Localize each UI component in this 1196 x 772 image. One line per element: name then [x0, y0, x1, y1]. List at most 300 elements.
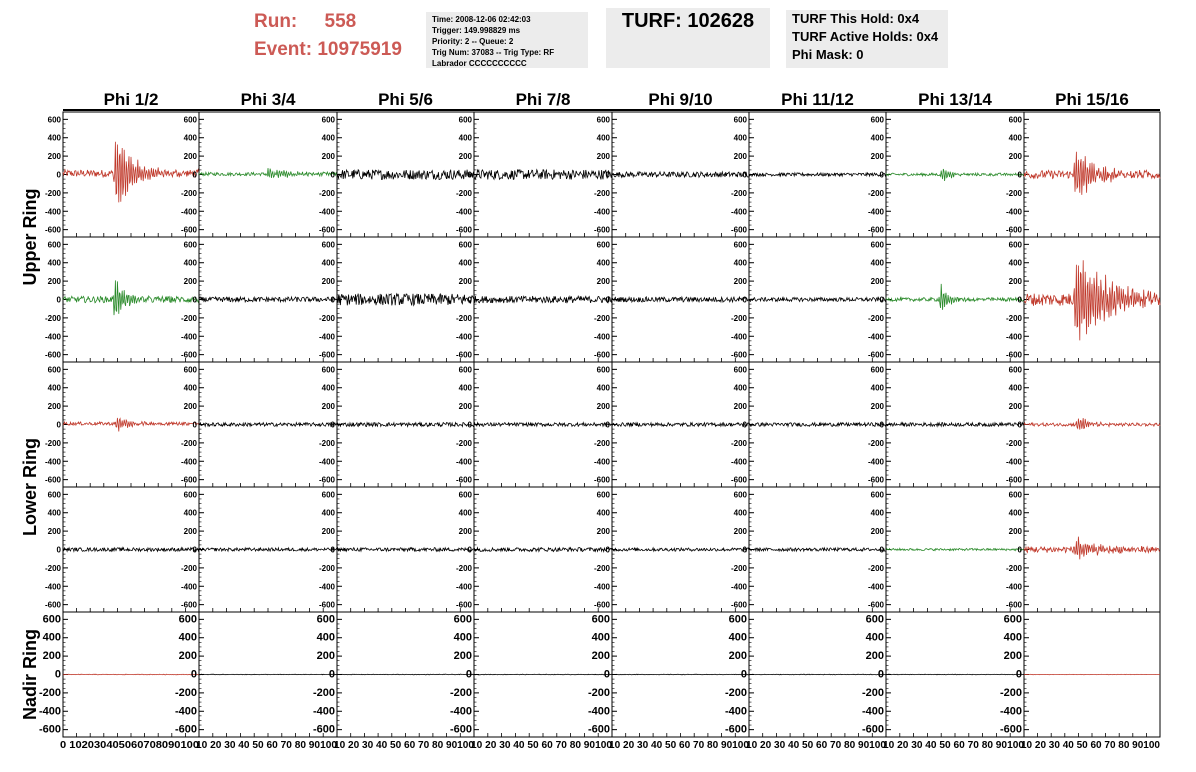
y-tick-label: 0	[605, 420, 610, 430]
y-tick-label: -600	[38, 723, 61, 736]
y-tick-label: 600	[42, 613, 61, 626]
y-tick-label: -200	[455, 313, 472, 323]
y-tick-label: -600	[593, 225, 610, 235]
y-tick-label: -400	[44, 457, 61, 467]
info-trigger: Trigger: 149.998829 ms	[432, 26, 521, 35]
y-tick-label: 200	[1008, 152, 1022, 162]
x-tick-label: 10 20 30 40 50 60 70 80 90100	[471, 740, 613, 751]
y-tick-label: 400	[178, 631, 197, 644]
waveform-trace	[337, 423, 474, 427]
y-tick-label: 600	[870, 115, 884, 125]
y-tick-label: 0	[330, 295, 335, 305]
y-tick-label: -200	[730, 563, 747, 573]
y-tick-label: -200	[1005, 563, 1022, 573]
y-tick-label: 400	[733, 133, 747, 143]
y-tick-label: -200	[1005, 438, 1022, 448]
waveform-trace	[749, 298, 886, 302]
y-tick-label: 400	[47, 508, 61, 518]
waveform-trace	[474, 548, 612, 552]
y-tick-label: 600	[1008, 365, 1022, 375]
y-tick-label: 200	[453, 650, 472, 663]
y-tick-label: -200	[44, 563, 61, 573]
y-tick-label: 200	[47, 277, 61, 287]
y-tick-label: -400	[318, 332, 335, 342]
y-tick-label: -200	[174, 686, 197, 699]
y-tick-label: -600	[318, 600, 335, 610]
y-tick-label: -400	[867, 582, 884, 592]
y-tick-label: 200	[870, 402, 884, 412]
y-tick-label: 400	[458, 258, 472, 268]
y-tick-label: 0	[605, 545, 610, 555]
y-tick-label: 400	[865, 631, 884, 644]
y-tick-label: -200	[867, 188, 884, 198]
y-tick-label: 0	[879, 170, 884, 180]
y-tick-label: 0	[465, 668, 472, 681]
y-tick-label: 200	[870, 152, 884, 162]
y-tick-label: 400	[1008, 508, 1022, 518]
waveform-trace	[749, 548, 886, 551]
y-tick-label: -600	[1005, 475, 1022, 485]
y-tick-label: 0	[1017, 295, 1022, 305]
phi-mask: Phi Mask: 0	[792, 47, 864, 62]
y-tick-label: -600	[593, 600, 610, 610]
y-tick-label: -600	[318, 350, 335, 360]
y-tick-label: -400	[44, 582, 61, 592]
waveform-trace	[63, 142, 199, 203]
y-tick-label: 0	[56, 170, 61, 180]
y-tick-label: -400	[999, 705, 1022, 718]
y-tick-label: -600	[730, 600, 747, 610]
y-tick-label: 400	[596, 383, 610, 393]
y-tick-label: 400	[183, 258, 197, 268]
y-tick-label: 600	[870, 490, 884, 500]
y-tick-label: 200	[316, 650, 335, 663]
y-tick-label: 600	[1008, 490, 1022, 500]
y-tick-label: 200	[596, 152, 610, 162]
y-tick-label: -400	[180, 582, 197, 592]
column-title: Phi 15/16	[1055, 90, 1129, 109]
waveform-trace	[749, 173, 886, 176]
y-tick-label: 200	[1003, 650, 1022, 663]
y-tick-label: 600	[870, 240, 884, 250]
y-tick-label: 600	[178, 613, 197, 626]
y-tick-label: 600	[453, 613, 472, 626]
waveform-trace	[199, 548, 337, 551]
y-tick-label: -400	[318, 457, 335, 467]
y-tick-label: 400	[47, 133, 61, 143]
y-tick-label: 0	[190, 668, 197, 681]
y-tick-label: -600	[1005, 350, 1022, 360]
y-tick-label: 600	[1008, 240, 1022, 250]
y-tick-label: 200	[1008, 402, 1022, 412]
y-tick-label: 200	[458, 152, 472, 162]
y-tick-label: 600	[733, 115, 747, 125]
waveform-trace	[337, 294, 474, 306]
y-tick-label: -600	[180, 475, 197, 485]
column-title: Phi 9/10	[648, 90, 713, 109]
y-tick-label: 400	[47, 258, 61, 268]
y-tick-label: -600	[180, 225, 197, 235]
column-title: Phi 5/6	[378, 90, 433, 109]
y-tick-label: -400	[1005, 582, 1022, 592]
y-tick-label: -600	[730, 350, 747, 360]
y-tick-label: 400	[42, 631, 61, 644]
y-tick-label: 600	[733, 365, 747, 375]
y-tick-label: -200	[449, 686, 472, 699]
y-tick-label: 400	[321, 258, 335, 268]
info-labrador: Labrador CCCCCCCCCC	[432, 59, 527, 68]
y-tick-label: 400	[870, 133, 884, 143]
y-tick-label: 200	[183, 527, 197, 537]
y-tick-label: 200	[1008, 527, 1022, 537]
y-tick-label: -400	[44, 207, 61, 217]
y-tick-label: -200	[180, 438, 197, 448]
y-tick-label: 0	[330, 420, 335, 430]
y-tick-label: -600	[455, 475, 472, 485]
waveform-trace	[474, 170, 612, 180]
row-group-label: Upper Ring	[20, 188, 40, 286]
y-tick-label: 200	[458, 527, 472, 537]
y-tick-label: 400	[1008, 133, 1022, 143]
waveform-trace	[886, 423, 1024, 427]
y-tick-label: 400	[1003, 631, 1022, 644]
y-tick-label: 600	[47, 240, 61, 250]
y-tick-label: -400	[867, 457, 884, 467]
y-tick-label: -200	[455, 563, 472, 573]
column-title: Phi 13/14	[918, 90, 992, 109]
column-title: Phi 11/12	[781, 90, 854, 109]
y-tick-label: -400	[724, 705, 747, 718]
y-tick-label: 400	[183, 383, 197, 393]
y-tick-label: 400	[47, 383, 61, 393]
y-tick-label: 600	[596, 115, 610, 125]
y-tick-label: -200	[593, 188, 610, 198]
y-tick-label: 200	[178, 650, 197, 663]
y-tick-label: 400	[728, 631, 747, 644]
y-tick-label: 0	[603, 668, 610, 681]
y-tick-label: 200	[596, 277, 610, 287]
y-tick-label: 400	[733, 258, 747, 268]
y-tick-label: -200	[867, 313, 884, 323]
y-tick-label: -200	[587, 686, 610, 699]
y-tick-label: 600	[458, 240, 472, 250]
y-tick-label: 200	[183, 277, 197, 287]
column-title: Phi 3/4	[240, 90, 296, 109]
y-tick-label: 400	[870, 258, 884, 268]
x-tick-label: 10 20 30 40 50 60 70 80 90100	[609, 740, 750, 751]
y-tick-label: -600	[867, 225, 884, 235]
y-tick-label: 200	[183, 152, 197, 162]
y-tick-label: -600	[180, 350, 197, 360]
y-tick-label: -200	[318, 313, 335, 323]
waveform-trace	[612, 548, 749, 551]
y-tick-label: -200	[867, 563, 884, 573]
y-tick-label: 200	[733, 527, 747, 537]
y-tick-label: -600	[724, 723, 747, 736]
y-tick-label: 600	[458, 365, 472, 375]
y-tick-label: 400	[458, 133, 472, 143]
y-tick-label: 0	[192, 295, 197, 305]
y-tick-label: -400	[180, 457, 197, 467]
y-tick-label: 200	[321, 152, 335, 162]
y-tick-label: -200	[44, 438, 61, 448]
y-tick-label: 200	[728, 650, 747, 663]
y-tick-label: -400	[861, 705, 884, 718]
y-tick-label: -200	[730, 313, 747, 323]
y-tick-label: -600	[867, 350, 884, 360]
y-tick-label: 400	[321, 508, 335, 518]
run-label: Run:	[254, 11, 298, 32]
y-tick-label: 400	[458, 383, 472, 393]
y-tick-label: 200	[865, 650, 884, 663]
waveform-trace	[1024, 152, 1160, 195]
y-tick-label: -200	[730, 438, 747, 448]
y-tick-label: -600	[455, 225, 472, 235]
waveform-trace	[63, 674, 199, 675]
y-tick-label: 200	[870, 277, 884, 287]
y-tick-label: -600	[867, 600, 884, 610]
y-tick-label: -600	[449, 723, 472, 736]
y-tick-label: 600	[865, 613, 884, 626]
y-tick-label: 200	[591, 650, 610, 663]
y-tick-label: 600	[733, 490, 747, 500]
y-tick-label: -400	[867, 332, 884, 342]
x-tick-label: 10 20 30 40 50 60 70 80 90100	[746, 740, 887, 751]
y-tick-label: -200	[318, 563, 335, 573]
y-tick-label: -600	[587, 723, 610, 736]
y-tick-label: -600	[44, 475, 61, 485]
y-tick-label: 0	[742, 545, 747, 555]
waveform-trace	[612, 172, 749, 177]
waveform-trace	[337, 674, 474, 675]
y-tick-label: 0	[467, 420, 472, 430]
y-tick-label: 600	[321, 365, 335, 375]
waveform-trace	[337, 548, 474, 552]
y-tick-label: 200	[596, 402, 610, 412]
y-tick-label: -400	[312, 705, 335, 718]
y-tick-label: 600	[321, 115, 335, 125]
y-tick-label: 0	[330, 170, 335, 180]
y-tick-label: 200	[47, 152, 61, 162]
y-tick-label: -600	[867, 475, 884, 485]
y-tick-label: 0	[56, 545, 61, 555]
waveform-trace	[474, 674, 612, 675]
waveform-trace	[337, 170, 474, 180]
y-tick-label: -200	[1005, 188, 1022, 198]
y-tick-label: -400	[1005, 457, 1022, 467]
y-tick-label: 600	[596, 365, 610, 375]
y-tick-label: 200	[458, 402, 472, 412]
y-tick-label: 0	[56, 295, 61, 305]
waveform-trace	[1024, 537, 1160, 560]
y-tick-label: 0	[742, 295, 747, 305]
y-tick-label: -600	[999, 723, 1022, 736]
y-tick-label: -400	[455, 457, 472, 467]
y-tick-label: 400	[870, 508, 884, 518]
info-trig: Trig Num: 37083 -- Trig Type: RF	[432, 48, 555, 57]
y-tick-label: 0	[877, 668, 884, 681]
waveform-trace	[199, 674, 337, 675]
y-tick-label: -400	[455, 582, 472, 592]
y-tick-label: -400	[730, 582, 747, 592]
y-tick-label: 200	[47, 402, 61, 412]
y-tick-label: -600	[593, 350, 610, 360]
y-tick-label: 0	[1017, 170, 1022, 180]
y-tick-label: -600	[455, 350, 472, 360]
y-tick-label: -200	[180, 563, 197, 573]
y-tick-label: -200	[999, 686, 1022, 699]
y-tick-label: 600	[183, 115, 197, 125]
y-tick-label: 600	[458, 490, 472, 500]
y-tick-label: 400	[596, 133, 610, 143]
turf-value: TURF: 102628	[621, 10, 755, 32]
waveform-trace	[886, 674, 1024, 675]
y-tick-label: 200	[321, 402, 335, 412]
y-tick-label: 200	[47, 527, 61, 537]
row-group-label: Nadir Ring	[20, 628, 40, 721]
y-tick-label: 400	[733, 508, 747, 518]
y-tick-label: -400	[455, 332, 472, 342]
y-tick-label: -200	[724, 686, 747, 699]
y-tick-label: 400	[870, 383, 884, 393]
y-tick-label: 400	[316, 631, 335, 644]
y-tick-label: 0	[330, 545, 335, 555]
y-tick-label: -400	[455, 207, 472, 217]
y-tick-label: -400	[174, 705, 197, 718]
y-tick-label: 200	[458, 277, 472, 287]
y-tick-label: -200	[867, 438, 884, 448]
y-tick-label: -600	[1005, 225, 1022, 235]
y-tick-label: 600	[458, 115, 472, 125]
x-tick-label: 10 20 30 40 50 60 70 80 90100	[196, 740, 338, 751]
y-tick-label: 600	[591, 613, 610, 626]
y-tick-label: -600	[318, 225, 335, 235]
y-tick-label: -400	[730, 207, 747, 217]
y-tick-label: -400	[730, 332, 747, 342]
y-tick-label: 600	[316, 613, 335, 626]
y-tick-label: -200	[44, 188, 61, 198]
y-tick-label: -600	[730, 475, 747, 485]
waveform-trace	[612, 297, 749, 302]
y-tick-label: -200	[180, 313, 197, 323]
y-tick-label: 600	[321, 490, 335, 500]
y-tick-label: -400	[1005, 332, 1022, 342]
y-tick-label: 0	[1015, 668, 1022, 681]
y-tick-label: -600	[180, 600, 197, 610]
y-tick-label: 400	[183, 508, 197, 518]
y-tick-label: 600	[47, 490, 61, 500]
y-tick-label: 600	[183, 240, 197, 250]
y-tick-label: 400	[1008, 258, 1022, 268]
x-tick-label: 10 20 30 40 50 60 70 80 90100	[883, 740, 1025, 751]
y-tick-label: 600	[47, 365, 61, 375]
y-tick-label: 600	[1003, 613, 1022, 626]
y-tick-label: 600	[1008, 115, 1022, 125]
y-tick-label: 400	[1008, 383, 1022, 393]
y-tick-label: -600	[44, 600, 61, 610]
y-tick-label: -400	[593, 332, 610, 342]
waveform-trace	[1024, 260, 1160, 340]
y-tick-label: 600	[870, 365, 884, 375]
turf-this-hold: TURF This Hold: 0x4	[792, 11, 920, 26]
y-tick-label: 400	[596, 508, 610, 518]
info-priority: Priority: 2 -- Queue: 2	[432, 37, 514, 46]
y-tick-label: 600	[183, 490, 197, 500]
y-tick-label: 0	[879, 420, 884, 430]
y-tick-label: 0	[328, 668, 335, 681]
y-tick-label: -200	[1005, 313, 1022, 323]
y-tick-label: -200	[38, 686, 61, 699]
row-group-label: Lower Ring	[20, 438, 40, 536]
event-label: Event:	[254, 39, 313, 60]
y-tick-label: -200	[730, 188, 747, 198]
turf-active-holds: TURF Active Holds: 0x4	[792, 29, 939, 44]
y-tick-label: -400	[593, 207, 610, 217]
y-tick-label: 0	[879, 295, 884, 305]
y-tick-label: -600	[44, 225, 61, 235]
y-tick-label: 0	[605, 170, 610, 180]
y-tick-label: -600	[455, 600, 472, 610]
waveform-trace	[749, 674, 886, 675]
waveform-trace	[1024, 418, 1160, 430]
x-tick-label: 10 20 30 40 50 60 70 80 90100	[334, 740, 475, 751]
event-value: 10975919	[317, 39, 402, 60]
waveform-trace	[612, 423, 749, 427]
y-tick-label: -400	[587, 705, 610, 718]
info-time: Time: 2008-12-06 02:42:03	[432, 15, 531, 24]
y-tick-label: -600	[861, 723, 884, 736]
y-tick-label: -400	[318, 582, 335, 592]
y-tick-label: -400	[180, 332, 197, 342]
waveform-trace	[749, 423, 886, 427]
y-tick-label: 0	[192, 545, 197, 555]
y-tick-label: -200	[861, 686, 884, 699]
y-tick-label: -600	[593, 475, 610, 485]
waveform-trace	[474, 423, 612, 427]
y-tick-label: 0	[467, 295, 472, 305]
y-tick-label: 200	[321, 277, 335, 287]
y-tick-label: -400	[1005, 207, 1022, 217]
waveform-trace	[63, 418, 199, 432]
y-tick-label: 0	[467, 545, 472, 555]
y-tick-label: -400	[593, 582, 610, 592]
waveform-trace	[63, 548, 199, 552]
column-title: Phi 1/2	[103, 90, 159, 109]
x-tick-label: 10 20 30 40 50 60 70 80 90100	[1021, 740, 1161, 751]
waveform-trace	[199, 423, 337, 427]
y-tick-label: 200	[1008, 277, 1022, 287]
x-tick-label: 0 102030405060708090100	[60, 740, 200, 751]
y-tick-label: 200	[733, 402, 747, 412]
y-tick-label: -600	[312, 723, 335, 736]
y-tick-label: 400	[453, 631, 472, 644]
y-tick-label: -200	[318, 438, 335, 448]
y-tick-label: 200	[321, 527, 335, 537]
waveform-trace	[886, 169, 1024, 181]
y-tick-label: -400	[593, 457, 610, 467]
y-tick-label: 0	[742, 420, 747, 430]
column-title: Phi 7/8	[515, 90, 571, 109]
y-tick-label: -200	[455, 438, 472, 448]
y-tick-label: 0	[192, 420, 197, 430]
y-tick-label: -400	[38, 705, 61, 718]
y-tick-label: 400	[596, 258, 610, 268]
waveform-trace	[474, 296, 612, 303]
y-tick-label: 0	[740, 668, 747, 681]
y-tick-label: 0	[742, 170, 747, 180]
y-tick-label: -200	[312, 686, 335, 699]
y-tick-label: 600	[183, 365, 197, 375]
